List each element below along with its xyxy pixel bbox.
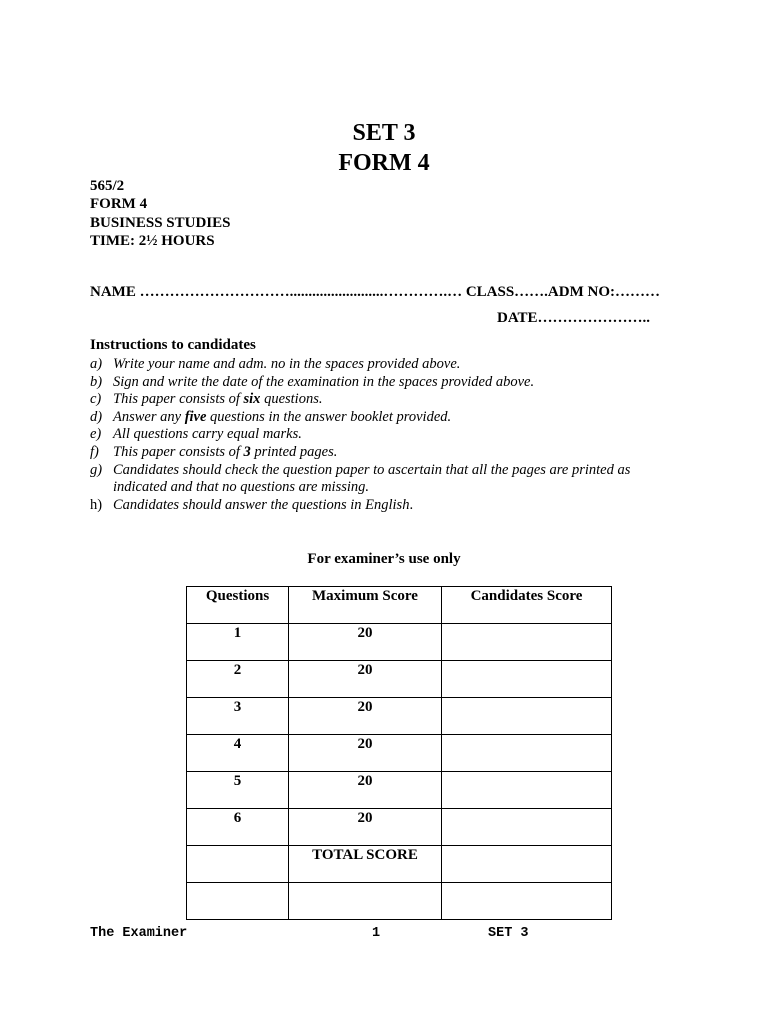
- total-score-cell[interactable]: [289, 883, 442, 920]
- candidate-details-line: NAME ………………………….........................………….… CLASS…….ADM NO:………: [90, 284, 660, 300]
- candidate-score-cell[interactable]: [442, 809, 612, 846]
- question-number: 4: [187, 735, 289, 772]
- header-maximum-score: Maximum Score: [289, 587, 442, 624]
- instruction-item: [90, 356, 670, 374]
- header-questions: Questions: [187, 587, 289, 624]
- table-row: [187, 624, 612, 661]
- table-row: [187, 772, 612, 809]
- empty-cell: [442, 846, 612, 883]
- footer-page-number: 1: [372, 926, 381, 941]
- header-candidates-score: Candidates Score: [442, 587, 612, 624]
- instruction-text: Answer any five questions in the answer booklet provided.: [113, 408, 452, 425]
- empty-cell: [187, 846, 289, 883]
- instruction-label: e): [90, 426, 102, 443]
- maximum-score: 20: [289, 661, 442, 698]
- form-title: FORM 4: [338, 150, 430, 176]
- instruction-label: g): [90, 461, 103, 478]
- candidate-score-cell[interactable]: [442, 624, 612, 661]
- instruction-item: [90, 462, 670, 497]
- question-number: 2: [187, 661, 289, 698]
- question-number: 3: [187, 698, 289, 735]
- instruction-item: [90, 374, 670, 392]
- table-row: [187, 809, 612, 846]
- instruction-item: [90, 444, 670, 462]
- empty-cell: [442, 883, 612, 920]
- table-row-total-label: [187, 846, 612, 883]
- table-row-total: [187, 883, 612, 920]
- instruction-text: All questions carry equal marks.: [113, 426, 302, 443]
- instruction-label: f): [90, 443, 99, 460]
- instruction-text: Candidates should answer the questions in English.: [113, 496, 414, 513]
- instruction-text: Write your name and adm. no in the spaces provided above.: [113, 356, 461, 372]
- instruction-text: Sign and write the date of the examination in the spaces provided above.: [113, 373, 535, 390]
- instruction-text: Candidates should check the question paper to ascertain that all the pages are printed as indicated and that no questions are missing.: [113, 461, 631, 496]
- candidate-score-cell[interactable]: [442, 698, 612, 735]
- footer-left: The Examiner: [90, 926, 188, 941]
- candidate-score-cell[interactable]: [442, 661, 612, 698]
- question-number: 6: [187, 809, 289, 846]
- examiner-section-title: For examiner’s use only: [307, 551, 461, 567]
- table-row: [187, 698, 612, 735]
- paper-form: FORM 4: [90, 196, 148, 213]
- instruction-label: d): [90, 408, 103, 425]
- paper-header: [90, 177, 231, 250]
- maximum-score: 20: [289, 735, 442, 772]
- maximum-score: 20: [289, 772, 442, 809]
- maximum-score: 20: [289, 809, 442, 846]
- instruction-item: [90, 497, 670, 515]
- instruction-text: This paper consists of 3 printed pages.: [113, 443, 338, 460]
- paper-time: TIME: 2½ HOURS: [90, 232, 215, 249]
- instructions-heading: Instructions to candidates: [90, 337, 256, 353]
- paper-code: 565/2: [90, 178, 125, 194]
- score-table: [186, 586, 612, 920]
- footer-right: SET 3: [488, 926, 529, 941]
- table-row: [187, 735, 612, 772]
- instruction-label: a): [90, 356, 103, 372]
- table-row: [187, 661, 612, 698]
- maximum-score: 20: [289, 624, 442, 661]
- candidate-score-cell[interactable]: [442, 772, 612, 809]
- instruction-item: [90, 426, 670, 444]
- question-number: 5: [187, 772, 289, 809]
- instruction-label: h): [90, 496, 103, 513]
- candidate-score-cell[interactable]: [442, 735, 612, 772]
- paper-subject: BUSINESS STUDIES: [90, 214, 231, 231]
- table-header-row: [187, 587, 612, 624]
- maximum-score: 20: [289, 698, 442, 735]
- instruction-label: b): [90, 373, 103, 390]
- date-line: DATE…………………..: [497, 310, 651, 326]
- instruction-item: [90, 409, 670, 427]
- instructions-list: [90, 356, 670, 514]
- instruction-item: [90, 391, 670, 409]
- question-number: 1: [187, 624, 289, 661]
- empty-cell: [187, 883, 289, 920]
- total-score-label: TOTAL SCORE: [289, 846, 442, 883]
- set-title: SET 3: [352, 120, 416, 146]
- instruction-label: c): [90, 391, 102, 408]
- instruction-text: This paper consists of six questions.: [113, 391, 323, 408]
